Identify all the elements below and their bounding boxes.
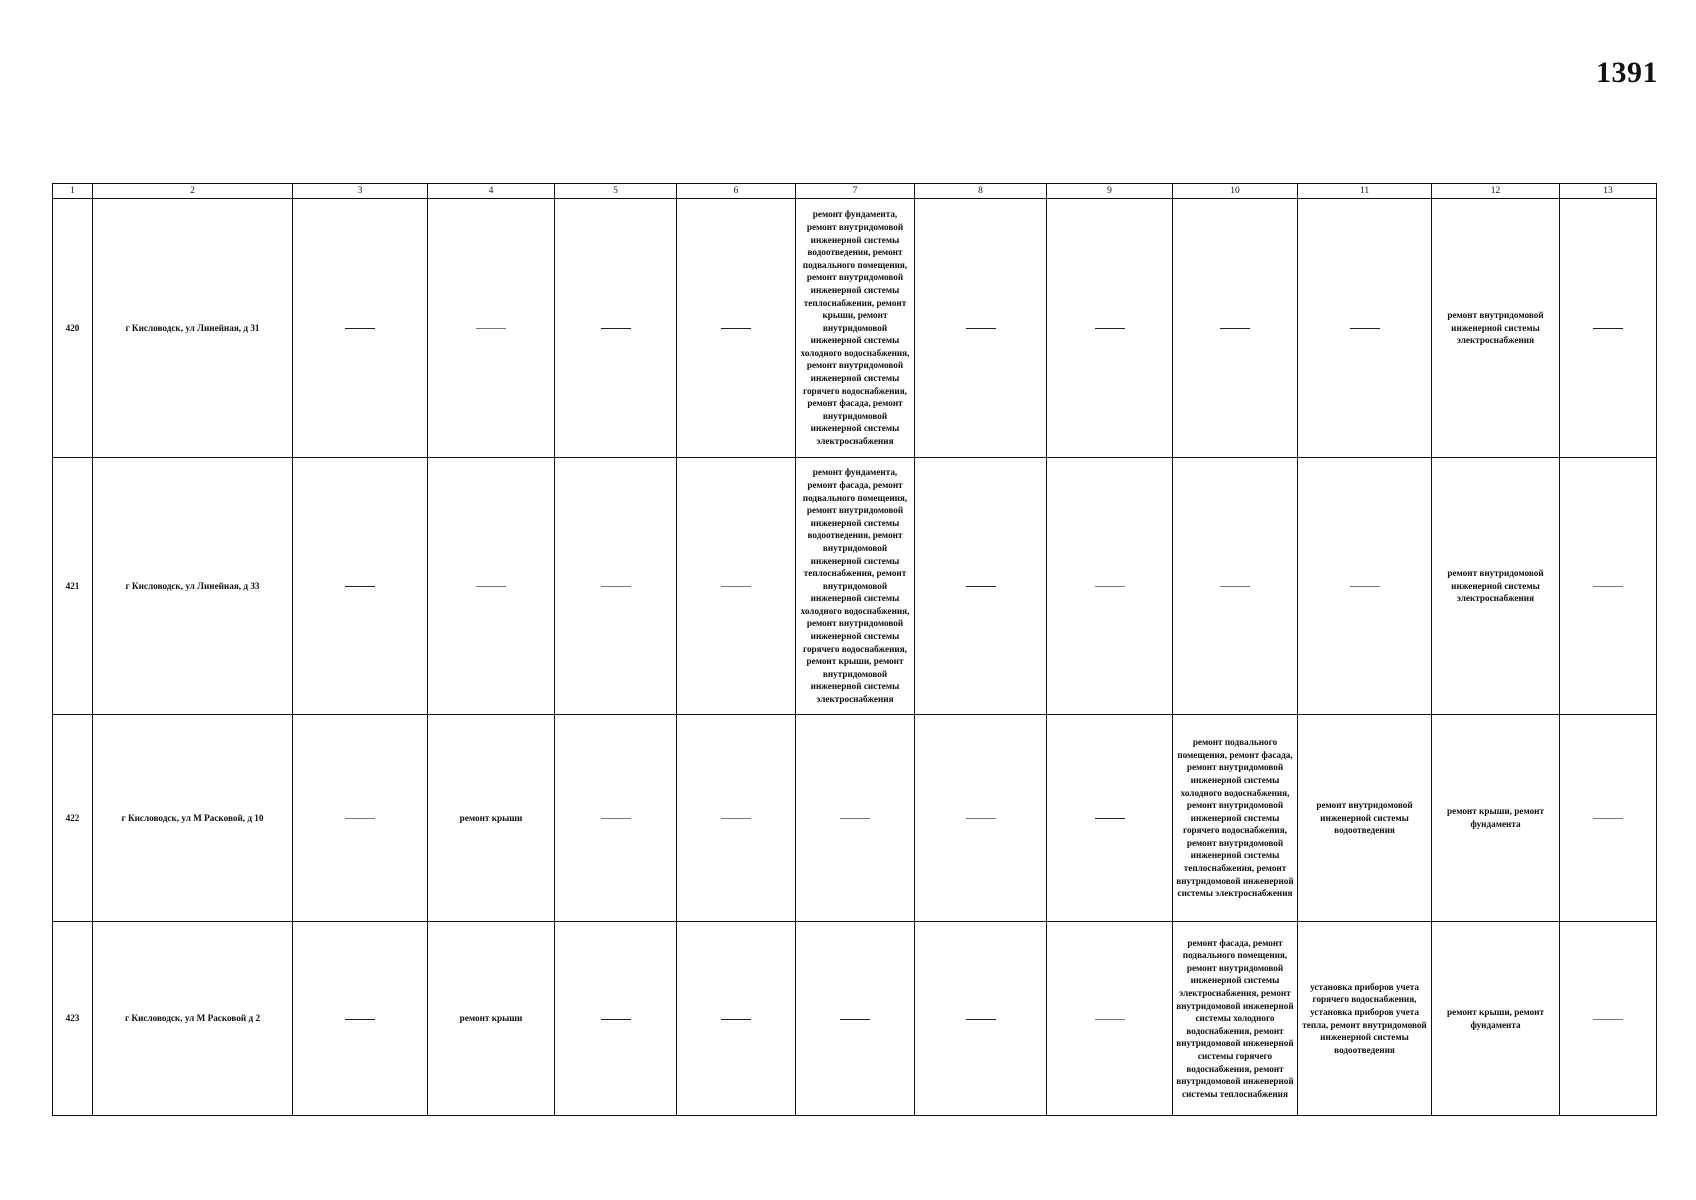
empty-dash-cell [677,922,796,1116]
dash-mark [966,328,996,329]
work-description-cell: ремонт фундамента, ремонт внутридомовой инженерной системы водоотведения, ремонт подвального помещения, ремонт внутридомовой инженерной системы теплоснабжения, ремонт крыши, ремонт внутридомовой инженерной системы холодного водоснабжения, ремонт внутридомовой инженерной системы горячего водоснабжения, ремонт фасада, ремонт внутридомовой инженерной системы электроснабжения [796,199,915,458]
work-description-cell: ремонт крыши [428,715,555,922]
page-number: 1391 [1596,56,1658,89]
empty-dash-cell [293,715,428,922]
row-number: 421 [53,458,93,715]
work-description-cell: ремонт внутридомовой инженерной системы электроснабжения [1432,199,1560,458]
empty-dash-cell [677,458,796,715]
empty-dash-cell [555,715,677,922]
work-description-cell: ремонт внутридомовой инженерной системы электроснабжения [1432,458,1560,715]
empty-dash-cell [1560,199,1657,458]
dash-mark [345,818,375,819]
column-header: 3 [293,184,428,199]
row-number: 420 [53,199,93,458]
empty-dash-cell [915,458,1047,715]
empty-dash-cell [1047,458,1173,715]
column-header: 7 [796,184,915,199]
dash-mark [601,1019,631,1020]
empty-dash-cell [293,458,428,715]
empty-dash-cell [915,922,1047,1116]
empty-dash-cell [293,922,428,1116]
work-description-cell: ремонт крыши, ремонт фундамента [1432,715,1560,922]
empty-dash-cell [1560,715,1657,922]
empty-dash-cell [1047,715,1173,922]
dash-mark [721,586,751,587]
repair-schedule-table [52,183,1657,1116]
empty-dash-cell [1298,199,1432,458]
dash-mark [1593,586,1623,587]
column-header: 9 [1047,184,1173,199]
column-header: 4 [428,184,555,199]
column-header: 2 [93,184,293,199]
dash-mark [345,1019,375,1020]
work-description-cell: ремонт подвального помещения, ремонт фасада, ремонт внутридомовой инженерной системы холодного водоснабжения, ремонт внутридомовой инженерной системы горячего водоснабжения, ремонт внутридомовой инженерной системы теплоснабжения, ремонт внутридомовой инженерной системы электроснабжения [1173,715,1298,922]
table-row [53,458,1657,715]
empty-dash-cell [677,715,796,922]
row-number: 422 [53,715,93,922]
column-header: 12 [1432,184,1560,199]
empty-dash-cell [293,199,428,458]
dash-mark [476,328,506,329]
dash-mark [966,1019,996,1020]
address-cell: г Кисловодск, ул Линейная, д 33 [93,458,293,715]
dash-mark [966,586,996,587]
dash-mark [1593,1019,1623,1020]
dash-mark [601,586,631,587]
dash-mark [476,586,506,587]
empty-dash-cell [1047,922,1173,1116]
address-cell: г Кисловодск, ул Линейная, д 31 [93,199,293,458]
empty-dash-cell [1173,458,1298,715]
dash-mark [1350,328,1380,329]
work-description-cell: ремонт крыши [428,922,555,1116]
work-description-cell: ремонт фундамента, ремонт фасада, ремонт подвального помещения, ремонт внутридомовой инженерной системы водоотведения, ремонт внутридомовой инженерной системы теплоснабжения, ремонт внутридомовой инженерной системы холодного водоснабжения, ремонт внутридомовой инженерной системы горячего водоснабжения, ремонт крыши, ремонт внутридомовой инженерной системы электроснабжения [796,458,915,715]
table-row [53,199,1657,458]
column-header: 13 [1560,184,1657,199]
row-number: 423 [53,922,93,1116]
table-row [53,715,1657,922]
empty-dash-cell [1560,458,1657,715]
dash-mark [1095,1019,1125,1020]
empty-dash-cell [796,922,915,1116]
empty-dash-cell [428,199,555,458]
dash-mark [345,328,375,329]
empty-dash-cell [1298,458,1432,715]
work-description-cell: ремонт внутридомовой инженерной системы водоотведения [1298,715,1432,922]
table-row [53,922,1657,1116]
dash-mark [1593,328,1623,329]
dash-mark [966,818,996,819]
dash-mark [1220,586,1250,587]
empty-dash-cell [555,199,677,458]
empty-dash-cell [915,199,1047,458]
empty-dash-cell [915,715,1047,922]
dash-mark [601,328,631,329]
address-cell: г Кисловодск, ул М Расковой д 2 [93,922,293,1116]
dash-mark [1095,328,1125,329]
work-description-cell: ремонт фасада, ремонт подвального помещения, ремонт внутридомовой инженерной системы электроснабжения, ремонт внутридомовой инженерной системы холодного водоснабжения, ремонт внутридомовой инженерной системы горячего водоснабжения, ремонт внутридомовой инженерной системы теплоснабжения [1173,922,1298,1116]
work-description-cell: ремонт крыши, ремонт фундамента [1432,922,1560,1116]
dash-mark [1593,818,1623,819]
dash-mark [1095,818,1125,819]
dash-mark [601,818,631,819]
dash-mark [1095,586,1125,587]
dash-mark [721,1019,751,1020]
empty-dash-cell [1047,199,1173,458]
work-description-cell: установка приборов учета горячего водоснабжения, установка приборов учета тепла, ремонт внутридомовой инженерной системы водоотведения [1298,922,1432,1116]
dash-mark [1220,328,1250,329]
column-header: 5 [555,184,677,199]
empty-dash-cell [1173,199,1298,458]
empty-dash-cell [796,715,915,922]
dash-mark [345,586,375,587]
dash-mark [840,818,870,819]
column-header: 10 [1173,184,1298,199]
dash-mark [721,328,751,329]
empty-dash-cell [677,199,796,458]
dash-mark [840,1019,870,1020]
column-header: 8 [915,184,1047,199]
empty-dash-cell [555,922,677,1116]
dash-mark [721,818,751,819]
empty-dash-cell [428,458,555,715]
column-header: 11 [1298,184,1432,199]
address-cell: г Кисловодск, ул М Расковой, д 10 [93,715,293,922]
column-header: 1 [53,184,93,199]
column-header-row [53,184,1657,199]
column-header: 6 [677,184,796,199]
dash-mark [1350,586,1380,587]
empty-dash-cell [555,458,677,715]
empty-dash-cell [1560,922,1657,1116]
